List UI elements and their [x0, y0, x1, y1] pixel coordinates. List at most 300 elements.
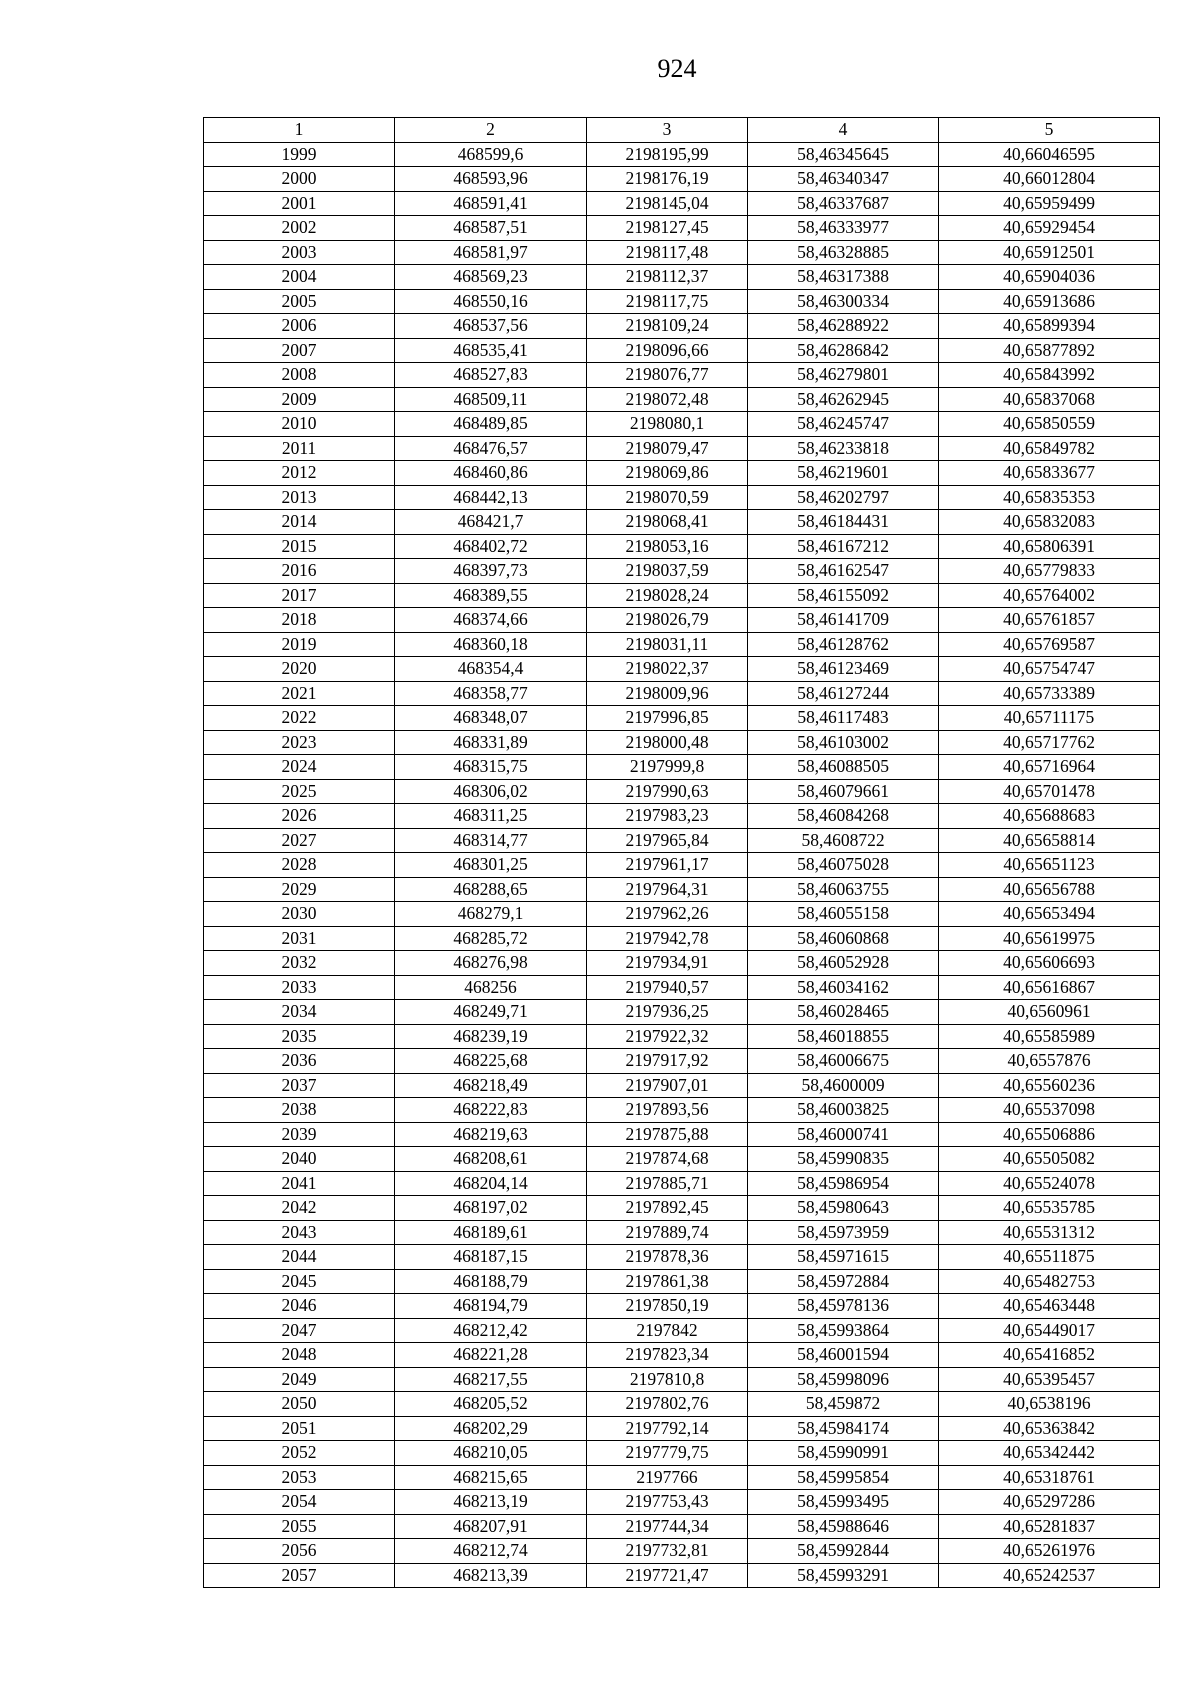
table-cell: 2011 — [204, 436, 395, 461]
table-cell: 58,45988646 — [748, 1514, 939, 1539]
table-row — [204, 975, 1160, 1000]
table-cell: 58,46262945 — [748, 387, 939, 412]
table-cell: 468389,55 — [395, 583, 587, 608]
table-cell: 468187,15 — [395, 1245, 587, 1270]
table-cell: 40,65837068 — [939, 387, 1160, 412]
table-cell: 40,65929454 — [939, 216, 1160, 241]
table-cell: 468288,65 — [395, 877, 587, 902]
table-cell: 468581,97 — [395, 240, 587, 265]
table-cell: 2000 — [204, 167, 395, 192]
table-cell: 40,65524078 — [939, 1171, 1160, 1196]
table-cell: 40,65849782 — [939, 436, 1160, 461]
table-row — [204, 1539, 1160, 1564]
table-cell: 58,46127244 — [748, 681, 939, 706]
table-cell: 468550,16 — [395, 289, 587, 314]
table-cell: 468219,63 — [395, 1122, 587, 1147]
table-cell: 468587,51 — [395, 216, 587, 241]
table-row — [204, 926, 1160, 951]
table-cell: 58,45993864 — [748, 1318, 939, 1343]
table-cell: 468221,28 — [395, 1343, 587, 1368]
table-row — [204, 877, 1160, 902]
table-cell: 2047 — [204, 1318, 395, 1343]
table-row — [204, 191, 1160, 216]
table-cell: 2197940,57 — [587, 975, 748, 1000]
table-cell: 2014 — [204, 510, 395, 535]
table-cell: 40,65506886 — [939, 1122, 1160, 1147]
table-cell: 58,46075028 — [748, 853, 939, 878]
table-row — [204, 289, 1160, 314]
table-cell: 2022 — [204, 706, 395, 731]
table-cell: 2197766 — [587, 1465, 748, 1490]
table-cell: 468402,72 — [395, 534, 587, 559]
table-cell: 2198000,48 — [587, 730, 748, 755]
table-cell: 2198109,24 — [587, 314, 748, 339]
table-row — [204, 461, 1160, 486]
table-cell: 2197792,14 — [587, 1416, 748, 1441]
table-cell: 468306,02 — [395, 779, 587, 804]
table-row — [204, 1392, 1160, 1417]
table-row — [204, 1000, 1160, 1025]
table-cell: 2198076,77 — [587, 363, 748, 388]
table-cell: 2197961,17 — [587, 853, 748, 878]
table-cell: 2197850,19 — [587, 1294, 748, 1319]
table-cell: 2198028,24 — [587, 583, 748, 608]
table-cell: 40,6557876 — [939, 1049, 1160, 1074]
table-cell: 40,65537098 — [939, 1098, 1160, 1123]
table-cell: 2197907,01 — [587, 1073, 748, 1098]
table-cell: 2198072,48 — [587, 387, 748, 412]
table-cell: 2042 — [204, 1196, 395, 1221]
table-cell: 40,65416852 — [939, 1343, 1160, 1368]
table-cell: 2041 — [204, 1171, 395, 1196]
table-cell: 40,65531312 — [939, 1220, 1160, 1245]
table-cell: 2035 — [204, 1024, 395, 1049]
table-cell: 468442,13 — [395, 485, 587, 510]
table-cell: 468285,72 — [395, 926, 587, 951]
table-cell: 40,65656788 — [939, 877, 1160, 902]
table-cell: 2198009,96 — [587, 681, 748, 706]
table-cell: 468217,55 — [395, 1367, 587, 1392]
table-cell: 2030 — [204, 902, 395, 927]
table-cell: 2198037,59 — [587, 559, 748, 584]
table-cell: 2016 — [204, 559, 395, 584]
table-cell: 40,6560961 — [939, 1000, 1160, 1025]
table-cell: 40,65899394 — [939, 314, 1160, 339]
table-cell: 2057 — [204, 1563, 395, 1588]
table-cell: 468569,23 — [395, 265, 587, 290]
table-cell: 2197810,8 — [587, 1367, 748, 1392]
table-cell: 2198026,79 — [587, 608, 748, 633]
table-cell: 58,46300334 — [748, 289, 939, 314]
table-cell: 58,46141709 — [748, 608, 939, 633]
table-cell: 40,65619975 — [939, 926, 1160, 951]
table-cell: 40,65242537 — [939, 1563, 1160, 1588]
table-row — [204, 1269, 1160, 1294]
table-cell: 40,65363842 — [939, 1416, 1160, 1441]
table-cell: 2197990,63 — [587, 779, 748, 804]
table-cell: 58,46117483 — [748, 706, 939, 731]
table-cell: 468225,68 — [395, 1049, 587, 1074]
table-row — [204, 804, 1160, 829]
table-cell: 58,45993495 — [748, 1490, 939, 1515]
table-cell: 58,46028465 — [748, 1000, 939, 1025]
table-cell: 2029 — [204, 877, 395, 902]
table-cell: 40,6538196 — [939, 1392, 1160, 1417]
table-row — [204, 1465, 1160, 1490]
column-header: 1 — [204, 118, 395, 143]
table-cell: 40,65764002 — [939, 583, 1160, 608]
table-cell: 2023 — [204, 730, 395, 755]
table-row — [204, 167, 1160, 192]
table-cell: 2198031,11 — [587, 632, 748, 657]
table-cell: 40,65560236 — [939, 1073, 1160, 1098]
table-cell: 58,46286842 — [748, 338, 939, 363]
table-row — [204, 1049, 1160, 1074]
table-row — [204, 1294, 1160, 1319]
table-cell: 2198117,75 — [587, 289, 748, 314]
table-row — [204, 510, 1160, 535]
table-cell: 2005 — [204, 289, 395, 314]
table-row — [204, 951, 1160, 976]
table-cell: 58,45990835 — [748, 1147, 939, 1172]
table-row — [204, 142, 1160, 167]
table-cell: 2056 — [204, 1539, 395, 1564]
table-header — [204, 118, 1160, 143]
table-row — [204, 265, 1160, 290]
table-cell: 2197744,34 — [587, 1514, 748, 1539]
table-cell: 58,46003825 — [748, 1098, 939, 1123]
table-cell: 468331,89 — [395, 730, 587, 755]
table-cell: 2197842 — [587, 1318, 748, 1343]
table-cell: 468591,41 — [395, 191, 587, 216]
table-row — [204, 534, 1160, 559]
table-body — [204, 142, 1160, 1588]
table-row — [204, 706, 1160, 731]
table-row — [204, 559, 1160, 584]
table-cell: 2038 — [204, 1098, 395, 1123]
table-cell: 2198176,19 — [587, 167, 748, 192]
table-cell: 468315,75 — [395, 755, 587, 780]
table-row — [204, 902, 1160, 927]
header-row — [204, 118, 1160, 143]
table-cell: 2039 — [204, 1122, 395, 1147]
table-cell: 40,65711175 — [939, 706, 1160, 731]
table-row — [204, 1098, 1160, 1123]
table-cell: 468527,83 — [395, 363, 587, 388]
table-row — [204, 1367, 1160, 1392]
table-cell: 58,46317388 — [748, 265, 939, 290]
table-cell: 58,46333977 — [748, 216, 939, 241]
table-cell: 468204,14 — [395, 1171, 587, 1196]
table-cell: 2009 — [204, 387, 395, 412]
table-cell: 2048 — [204, 1343, 395, 1368]
table-cell: 2197962,26 — [587, 902, 748, 927]
table-cell: 58,46337687 — [748, 191, 939, 216]
table-row — [204, 1318, 1160, 1343]
table-cell: 2002 — [204, 216, 395, 241]
table-cell: 2197964,31 — [587, 877, 748, 902]
table-cell: 2198068,41 — [587, 510, 748, 535]
table-cell: 468354,4 — [395, 657, 587, 682]
table-cell: 468593,96 — [395, 167, 587, 192]
table-cell: 58,4608722 — [748, 828, 939, 853]
table-row — [204, 1416, 1160, 1441]
table-cell: 2197934,91 — [587, 951, 748, 976]
table-row — [204, 657, 1160, 682]
table-cell: 2055 — [204, 1514, 395, 1539]
table-cell: 2013 — [204, 485, 395, 510]
table-row — [204, 779, 1160, 804]
column-header: 3 — [587, 118, 748, 143]
table-cell: 468212,42 — [395, 1318, 587, 1343]
table-cell: 58,46162547 — [748, 559, 939, 584]
table-cell: 468599,6 — [395, 142, 587, 167]
table-cell: 468202,29 — [395, 1416, 587, 1441]
table-row — [204, 1563, 1160, 1588]
table-row — [204, 240, 1160, 265]
table-cell: 468537,56 — [395, 314, 587, 339]
table-cell: 2197875,88 — [587, 1122, 748, 1147]
table-row — [204, 1196, 1160, 1221]
table-cell: 2198112,37 — [587, 265, 748, 290]
table-cell: 40,65688683 — [939, 804, 1160, 829]
table-cell: 40,65769587 — [939, 632, 1160, 657]
table-cell: 58,46018855 — [748, 1024, 939, 1049]
table-cell: 40,65717762 — [939, 730, 1160, 755]
table-cell: 468489,85 — [395, 412, 587, 437]
table-cell: 2015 — [204, 534, 395, 559]
table-cell: 2197721,47 — [587, 1563, 748, 1588]
table-cell: 58,45972884 — [748, 1269, 939, 1294]
table-cell: 58,46202797 — [748, 485, 939, 510]
table-row — [204, 1490, 1160, 1515]
table-cell: 468207,91 — [395, 1514, 587, 1539]
table-cell: 58,4600009 — [748, 1073, 939, 1098]
table-row — [204, 387, 1160, 412]
table-cell: 58,45980643 — [748, 1196, 939, 1221]
table-cell: 2197861,38 — [587, 1269, 748, 1294]
table-cell: 468421,7 — [395, 510, 587, 535]
table-cell: 2020 — [204, 657, 395, 682]
column-header: 5 — [939, 118, 1160, 143]
table-cell: 2040 — [204, 1147, 395, 1172]
table-row — [204, 1171, 1160, 1196]
table-cell: 468188,79 — [395, 1269, 587, 1294]
table-cell: 40,65651123 — [939, 853, 1160, 878]
table-row — [204, 1122, 1160, 1147]
table-cell: 468535,41 — [395, 338, 587, 363]
table-cell: 468276,98 — [395, 951, 587, 976]
table-cell: 40,65913686 — [939, 289, 1160, 314]
table-cell: 2197732,81 — [587, 1539, 748, 1564]
table-row — [204, 1343, 1160, 1368]
table-cell: 40,65616867 — [939, 975, 1160, 1000]
table-cell: 2018 — [204, 608, 395, 633]
column-header: 2 — [395, 118, 587, 143]
table-row — [204, 1441, 1160, 1466]
table-cell: 2197893,56 — [587, 1098, 748, 1123]
table-cell: 40,65395457 — [939, 1367, 1160, 1392]
table-cell: 468509,11 — [395, 387, 587, 412]
table-cell: 468215,65 — [395, 1465, 587, 1490]
table-cell: 58,46328885 — [748, 240, 939, 265]
table-cell: 2198117,48 — [587, 240, 748, 265]
table-cell: 40,66012804 — [939, 167, 1160, 192]
table-cell: 58,45993291 — [748, 1563, 939, 1588]
table-cell: 58,45986954 — [748, 1171, 939, 1196]
table-cell: 58,46000741 — [748, 1122, 939, 1147]
table-cell: 2197823,34 — [587, 1343, 748, 1368]
table-cell: 2198080,1 — [587, 412, 748, 437]
table-row — [204, 363, 1160, 388]
table-cell: 58,46006675 — [748, 1049, 939, 1074]
table-cell: 58,46052928 — [748, 951, 939, 976]
table-row — [204, 1147, 1160, 1172]
table-cell: 468476,57 — [395, 436, 587, 461]
table-cell: 2198022,37 — [587, 657, 748, 682]
table-cell: 40,65511875 — [939, 1245, 1160, 1270]
table-cell: 40,65585989 — [939, 1024, 1160, 1049]
table-cell: 40,65463448 — [939, 1294, 1160, 1319]
table-cell: 2197999,8 — [587, 755, 748, 780]
table-cell: 58,46279801 — [748, 363, 939, 388]
table-cell: 468360,18 — [395, 632, 587, 657]
table-cell: 2026 — [204, 804, 395, 829]
table-row — [204, 1514, 1160, 1539]
table-cell: 40,65832083 — [939, 510, 1160, 535]
table-cell: 2008 — [204, 363, 395, 388]
table-cell: 40,65716964 — [939, 755, 1160, 780]
table-cell: 40,65482753 — [939, 1269, 1160, 1294]
table-cell: 468348,07 — [395, 706, 587, 731]
table-cell: 2197779,75 — [587, 1441, 748, 1466]
table-cell: 2049 — [204, 1367, 395, 1392]
table-cell: 40,65449017 — [939, 1318, 1160, 1343]
table-cell: 2197965,84 — [587, 828, 748, 853]
table-row — [204, 1073, 1160, 1098]
table-cell: 58,46340347 — [748, 167, 939, 192]
table-cell: 58,46063755 — [748, 877, 939, 902]
table-cell: 2197889,74 — [587, 1220, 748, 1245]
table-row — [204, 681, 1160, 706]
table-cell: 2034 — [204, 1000, 395, 1025]
table-cell: 2012 — [204, 461, 395, 486]
table-cell: 468279,1 — [395, 902, 587, 927]
table-cell: 2036 — [204, 1049, 395, 1074]
table-cell: 2198127,45 — [587, 216, 748, 241]
table-cell: 2197753,43 — [587, 1490, 748, 1515]
table-cell: 2027 — [204, 828, 395, 853]
table-cell: 468218,49 — [395, 1073, 587, 1098]
table-cell: 58,46167212 — [748, 534, 939, 559]
table-row — [204, 314, 1160, 339]
table-cell: 2001 — [204, 191, 395, 216]
table-cell: 40,65281837 — [939, 1514, 1160, 1539]
table-cell: 2197942,78 — [587, 926, 748, 951]
table-cell: 468460,86 — [395, 461, 587, 486]
table-cell: 58,45995854 — [748, 1465, 939, 1490]
table-cell: 2051 — [204, 1416, 395, 1441]
table-cell: 468301,25 — [395, 853, 587, 878]
table-cell: 2043 — [204, 1220, 395, 1245]
table-cell: 40,65754747 — [939, 657, 1160, 682]
table-cell: 2197878,36 — [587, 1245, 748, 1270]
table-cell: 40,66046595 — [939, 142, 1160, 167]
coordinates-table — [203, 117, 1160, 1588]
table-cell: 58,46034162 — [748, 975, 939, 1000]
table-cell: 40,65843992 — [939, 363, 1160, 388]
page-number: 924 — [657, 54, 697, 83]
table-cell: 2025 — [204, 779, 395, 804]
table-cell: 40,65904036 — [939, 265, 1160, 290]
table-cell: 40,65761857 — [939, 608, 1160, 633]
table-cell: 58,46245747 — [748, 412, 939, 437]
table-cell: 2197802,76 — [587, 1392, 748, 1417]
table-cell: 2197885,71 — [587, 1171, 748, 1196]
table-cell: 58,46123469 — [748, 657, 939, 682]
table-row — [204, 730, 1160, 755]
table-cell: 468205,52 — [395, 1392, 587, 1417]
table-row — [204, 632, 1160, 657]
table-cell: 40,65835353 — [939, 485, 1160, 510]
table-cell: 2052 — [204, 1441, 395, 1466]
table-cell: 2010 — [204, 412, 395, 437]
table-cell: 2044 — [204, 1245, 395, 1270]
table-cell: 2054 — [204, 1490, 395, 1515]
table-cell: 468194,79 — [395, 1294, 587, 1319]
table-cell: 58,45984174 — [748, 1416, 939, 1441]
table-row — [204, 338, 1160, 363]
table-cell: 2198145,04 — [587, 191, 748, 216]
table-cell: 468311,25 — [395, 804, 587, 829]
table-cell: 2197874,68 — [587, 1147, 748, 1172]
table-cell: 40,65806391 — [939, 534, 1160, 559]
table-cell: 58,46079661 — [748, 779, 939, 804]
table-cell: 58,45990991 — [748, 1441, 939, 1466]
table-cell: 58,46084268 — [748, 804, 939, 829]
table-cell: 468212,74 — [395, 1539, 587, 1564]
table-cell: 40,65877892 — [939, 338, 1160, 363]
table-cell: 58,45971615 — [748, 1245, 939, 1270]
table-cell: 58,46155092 — [748, 583, 939, 608]
table-cell: 58,46233818 — [748, 436, 939, 461]
table-row — [204, 1245, 1160, 1270]
table-cell: 2033 — [204, 975, 395, 1000]
table-row — [204, 1024, 1160, 1049]
table-cell: 468213,39 — [395, 1563, 587, 1588]
table-cell: 2017 — [204, 583, 395, 608]
table-cell: 2197936,25 — [587, 1000, 748, 1025]
table-row — [204, 1220, 1160, 1245]
table-row — [204, 436, 1160, 461]
table-cell: 40,65701478 — [939, 779, 1160, 804]
table-cell: 40,65658814 — [939, 828, 1160, 853]
table-cell: 58,45992844 — [748, 1539, 939, 1564]
table-cell: 40,65653494 — [939, 902, 1160, 927]
table-cell: 40,65850559 — [939, 412, 1160, 437]
table-cell: 468197,02 — [395, 1196, 587, 1221]
table-cell: 58,46060868 — [748, 926, 939, 951]
table-cell: 468374,66 — [395, 608, 587, 633]
table-cell: 468358,77 — [395, 681, 587, 706]
table-cell: 58,45978136 — [748, 1294, 939, 1319]
table-cell: 2198069,86 — [587, 461, 748, 486]
table-row — [204, 853, 1160, 878]
table-cell: 2197996,85 — [587, 706, 748, 731]
table-cell: 468222,83 — [395, 1098, 587, 1123]
table-cell: 2197922,32 — [587, 1024, 748, 1049]
table-cell: 40,65779833 — [939, 559, 1160, 584]
